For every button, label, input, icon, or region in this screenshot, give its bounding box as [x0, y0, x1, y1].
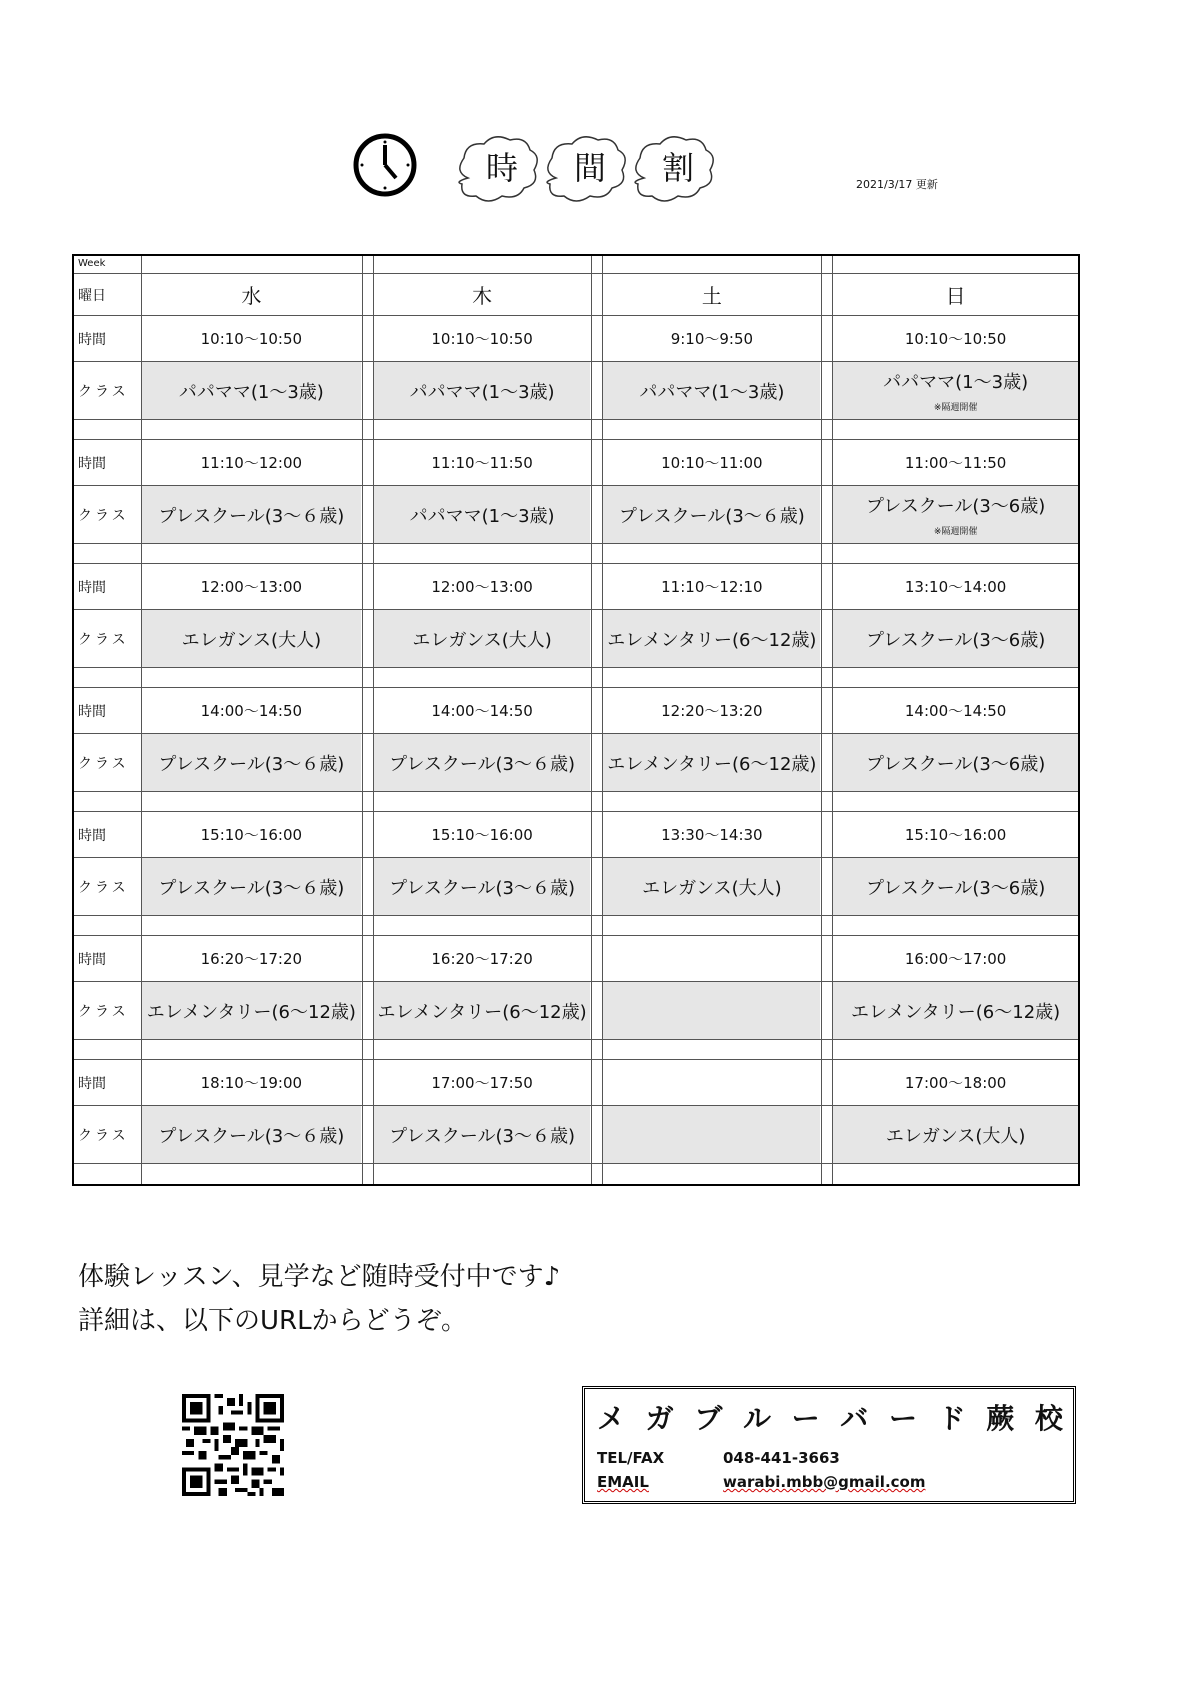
schedule-table [72, 254, 1080, 1186]
school-name-char: ブ [694, 1402, 723, 1435]
class-cell [142, 858, 361, 915]
class-label: クラス [74, 486, 142, 543]
time-cell: 18:10〜19:00 [200, 1074, 303, 1092]
time-cell: 12:20〜13:20 [602, 688, 820, 733]
school-name-char: ー [888, 1402, 917, 1435]
class-cell [142, 486, 361, 543]
class-name: プレスクール(3〜６歳) [158, 753, 345, 775]
week-label: Week [74, 256, 142, 273]
class-row [74, 610, 1078, 668]
school-name-char: ル [742, 1402, 771, 1435]
day-header: 木 [373, 274, 591, 315]
class-name: プレスクール(3〜6歳) [865, 753, 1046, 775]
time-cell: 14:00〜14:50 [200, 702, 303, 720]
gap-cell [142, 916, 361, 935]
gap-cell [602, 1040, 820, 1059]
time-cell: 12:00〜13:00 [373, 564, 591, 609]
title-char-1: 時 [485, 149, 518, 187]
class-note: ※隔週開催 [933, 527, 978, 537]
class-name: プレスクール(3〜６歳) [389, 1125, 576, 1147]
class-cell [142, 362, 361, 419]
gap-cell [832, 792, 1078, 811]
gap-cell [373, 544, 591, 563]
time-label: 時間 [74, 812, 142, 857]
time-label: 時間 [74, 564, 142, 609]
class-name: エレガンス(大人) [642, 877, 782, 899]
school-name-char: 蕨 [986, 1402, 1015, 1435]
class-cell [602, 982, 820, 1039]
class-row [74, 858, 1078, 916]
class-name: エレメンタリー(6〜12歳) [607, 629, 817, 651]
time-cell [602, 1060, 820, 1105]
gap-cell [373, 668, 591, 687]
time-row [74, 812, 1078, 858]
gap-cell [142, 544, 361, 563]
email-value[interactable]: warabi.mbb@gmail.com [723, 1473, 926, 1491]
time-cell: 10:10〜10:50 [832, 316, 1078, 361]
gap-row [74, 1040, 1078, 1060]
time-cell: 11:00〜11:50 [832, 440, 1078, 485]
gap-cell [142, 668, 361, 687]
gap-label [74, 668, 142, 687]
class-name: エレガンス(大人) [412, 629, 552, 651]
school-name-char: バ [840, 1402, 869, 1435]
class-cell [142, 610, 361, 667]
time-cell: 15:10〜16:00 [200, 826, 303, 844]
updated-date: 2021/3/17 更新 [856, 178, 938, 191]
class-name: パパママ(1〜3歳) [409, 381, 555, 403]
gap-cell [142, 792, 361, 811]
time-cell: 11:10〜12:10 [602, 564, 820, 609]
gap-row [74, 792, 1078, 812]
class-cell [602, 1106, 820, 1163]
class-cell [602, 610, 820, 667]
time-cell: 17:00〜18:00 [832, 1060, 1078, 1105]
time-row [74, 440, 1078, 486]
class-cell [602, 486, 820, 543]
class-cell [602, 734, 820, 791]
gap-row [74, 668, 1078, 688]
gap-cell [373, 1164, 591, 1184]
time-row [74, 316, 1078, 362]
time-cell: 17:00〜17:50 [373, 1060, 591, 1105]
time-label: 時間 [74, 936, 142, 981]
gap-cell [142, 420, 361, 439]
gap-cell [602, 1164, 820, 1184]
gap-label [74, 792, 142, 811]
class-cell [832, 362, 1078, 419]
class-label: クラス [74, 610, 142, 667]
time-label: 時間 [74, 440, 142, 485]
class-name: パパママ(1〜3歳) [883, 372, 1029, 393]
message-line-1: 体験レッスン、見学など随時受付中です♪ [78, 1262, 561, 1292]
time-cell: 16:20〜17:20 [200, 950, 303, 968]
class-name: プレスクール(3〜６歳) [618, 505, 805, 527]
class-name: プレスクール(3〜6歳) [865, 629, 1046, 651]
class-cell [832, 610, 1078, 667]
qr-code-icon[interactable] [182, 1394, 284, 1496]
school-name-char: 校 [1034, 1402, 1063, 1435]
school-name [597, 1397, 1063, 1437]
tel-label: TEL/FAX [597, 1449, 665, 1467]
class-cell [373, 362, 591, 419]
class-cell [373, 858, 591, 915]
class-row [74, 362, 1078, 420]
gap-label [74, 420, 142, 439]
time-cell: 15:10〜16:00 [373, 812, 591, 857]
time-row [74, 1060, 1078, 1106]
class-row [74, 734, 1078, 792]
class-name: プレスクール(3〜６歳) [158, 505, 345, 527]
gap-cell [832, 420, 1078, 439]
time-cell: 11:10〜11:50 [373, 440, 591, 485]
gap-cell [373, 916, 591, 935]
class-cell [373, 610, 591, 667]
class-name: パパママ(1〜3歳) [409, 505, 555, 527]
gap-label [74, 916, 142, 935]
class-name: パパママ(1〜3歳) [178, 381, 324, 403]
day-label: 曜日 [74, 274, 142, 315]
tel-value[interactable]: 048-441-3663 [723, 1449, 840, 1467]
class-label: クラス [74, 734, 142, 791]
title-char-3: 割 [661, 149, 694, 187]
time-cell: 15:10〜16:00 [832, 812, 1078, 857]
class-name: プレスクール(3〜６歳) [158, 877, 345, 899]
class-name: エレメンタリー(6〜12歳) [146, 1001, 356, 1023]
time-row [74, 688, 1078, 734]
class-cell [142, 734, 361, 791]
class-cell [832, 1106, 1078, 1163]
class-cell [142, 1106, 361, 1163]
class-name: エレメンタリー(6〜12歳) [377, 1001, 587, 1023]
time-cell: 13:30〜14:30 [602, 812, 820, 857]
week-cell [373, 256, 591, 273]
week-cell [142, 256, 361, 273]
gap-label [74, 1040, 142, 1059]
gap-cell [373, 420, 591, 439]
class-label: クラス [74, 1106, 142, 1163]
message-line-2: 詳細は、以下のURLからどうぞ。 [78, 1306, 468, 1336]
week-cell [832, 256, 1078, 273]
week-row [74, 256, 1078, 274]
time-cell: 14:00〜14:50 [373, 688, 591, 733]
time-cell: 16:00〜17:00 [832, 936, 1078, 981]
clock-icon [352, 132, 418, 198]
class-label: クラス [74, 362, 142, 419]
time-cell: 10:10〜10:50 [373, 316, 591, 361]
email-label: EMAIL [597, 1473, 649, 1491]
week-cell [602, 256, 820, 273]
class-name: プレスクール(3〜６歳) [158, 1125, 345, 1147]
time-cell: 16:20〜17:20 [373, 936, 591, 981]
gap-cell [602, 544, 820, 563]
time-label: 時間 [74, 316, 142, 361]
gap-label [74, 1164, 142, 1184]
day-header: 日 [832, 274, 1078, 315]
class-cell [832, 486, 1078, 543]
time-cell: 12:00〜13:00 [200, 578, 303, 596]
class-note: ※隔週開催 [933, 403, 978, 413]
gap-cell [142, 1164, 361, 1184]
contact-card [582, 1386, 1076, 1504]
gap-cell [602, 420, 820, 439]
school-name-char: ガ [645, 1402, 674, 1435]
gap-cell [373, 1040, 591, 1059]
class-cell [832, 858, 1078, 915]
day-header: 土 [602, 274, 820, 315]
class-name: エレガンス(大人) [885, 1125, 1026, 1147]
class-cell [832, 982, 1078, 1039]
gap-cell [602, 668, 820, 687]
class-cell [832, 734, 1078, 791]
time-label: 時間 [74, 1060, 142, 1105]
time-cell: 14:00〜14:50 [832, 688, 1078, 733]
gap-cell [602, 916, 820, 935]
class-name: プレスクール(3〜6歳) [865, 496, 1046, 517]
class-name: パパママ(1〜3歳) [639, 381, 785, 403]
time-row [74, 564, 1078, 610]
time-cell: 9:10〜9:50 [602, 316, 820, 361]
class-cell [373, 1106, 591, 1163]
gap-row [74, 420, 1078, 440]
class-cell [602, 362, 820, 419]
school-name-char: ド [937, 1402, 966, 1435]
gap-cell [832, 1164, 1078, 1184]
class-name: プレスクール(3〜6歳) [865, 877, 1046, 899]
gap-cell [832, 668, 1078, 687]
time-cell: 10:10〜11:00 [602, 440, 820, 485]
class-label: クラス [74, 858, 142, 915]
gap-cell [602, 792, 820, 811]
class-cell [373, 734, 591, 791]
class-name: エレメンタリー(6〜12歳) [607, 753, 817, 775]
time-cell: 11:10〜12:00 [200, 454, 303, 472]
class-name: エレメンタリー(6〜12歳) [851, 1001, 1061, 1023]
gap-label [74, 544, 142, 563]
class-cell [602, 858, 820, 915]
class-label: クラス [74, 982, 142, 1039]
time-label: 時間 [74, 688, 142, 733]
class-name: エレガンス(大人) [181, 629, 322, 651]
class-row [74, 486, 1078, 544]
gap-cell [832, 916, 1078, 935]
time-row [74, 936, 1078, 982]
gap-row [74, 544, 1078, 564]
school-name-char: メ [597, 1402, 626, 1435]
title-char-2: 間 [573, 149, 606, 187]
time-cell [602, 936, 820, 981]
time-cell: 13:10〜14:00 [832, 564, 1078, 609]
gap-row [74, 1164, 1078, 1184]
class-name: プレスクール(3〜６歳) [389, 753, 576, 775]
class-cell [373, 486, 591, 543]
class-cell [142, 982, 361, 1039]
gap-row [74, 916, 1078, 936]
time-cell: 10:10〜10:50 [200, 330, 303, 348]
gap-cell [832, 544, 1078, 563]
day-header: 水 [241, 284, 262, 308]
gap-cell [373, 792, 591, 811]
gap-cell [832, 1040, 1078, 1059]
school-name-char: ー [791, 1402, 820, 1435]
class-cell [373, 982, 591, 1039]
class-row [74, 982, 1078, 1040]
day-row [74, 274, 1078, 316]
gap-cell [142, 1040, 361, 1059]
class-row [74, 1106, 1078, 1164]
class-name: プレスクール(3〜６歳) [389, 877, 576, 899]
